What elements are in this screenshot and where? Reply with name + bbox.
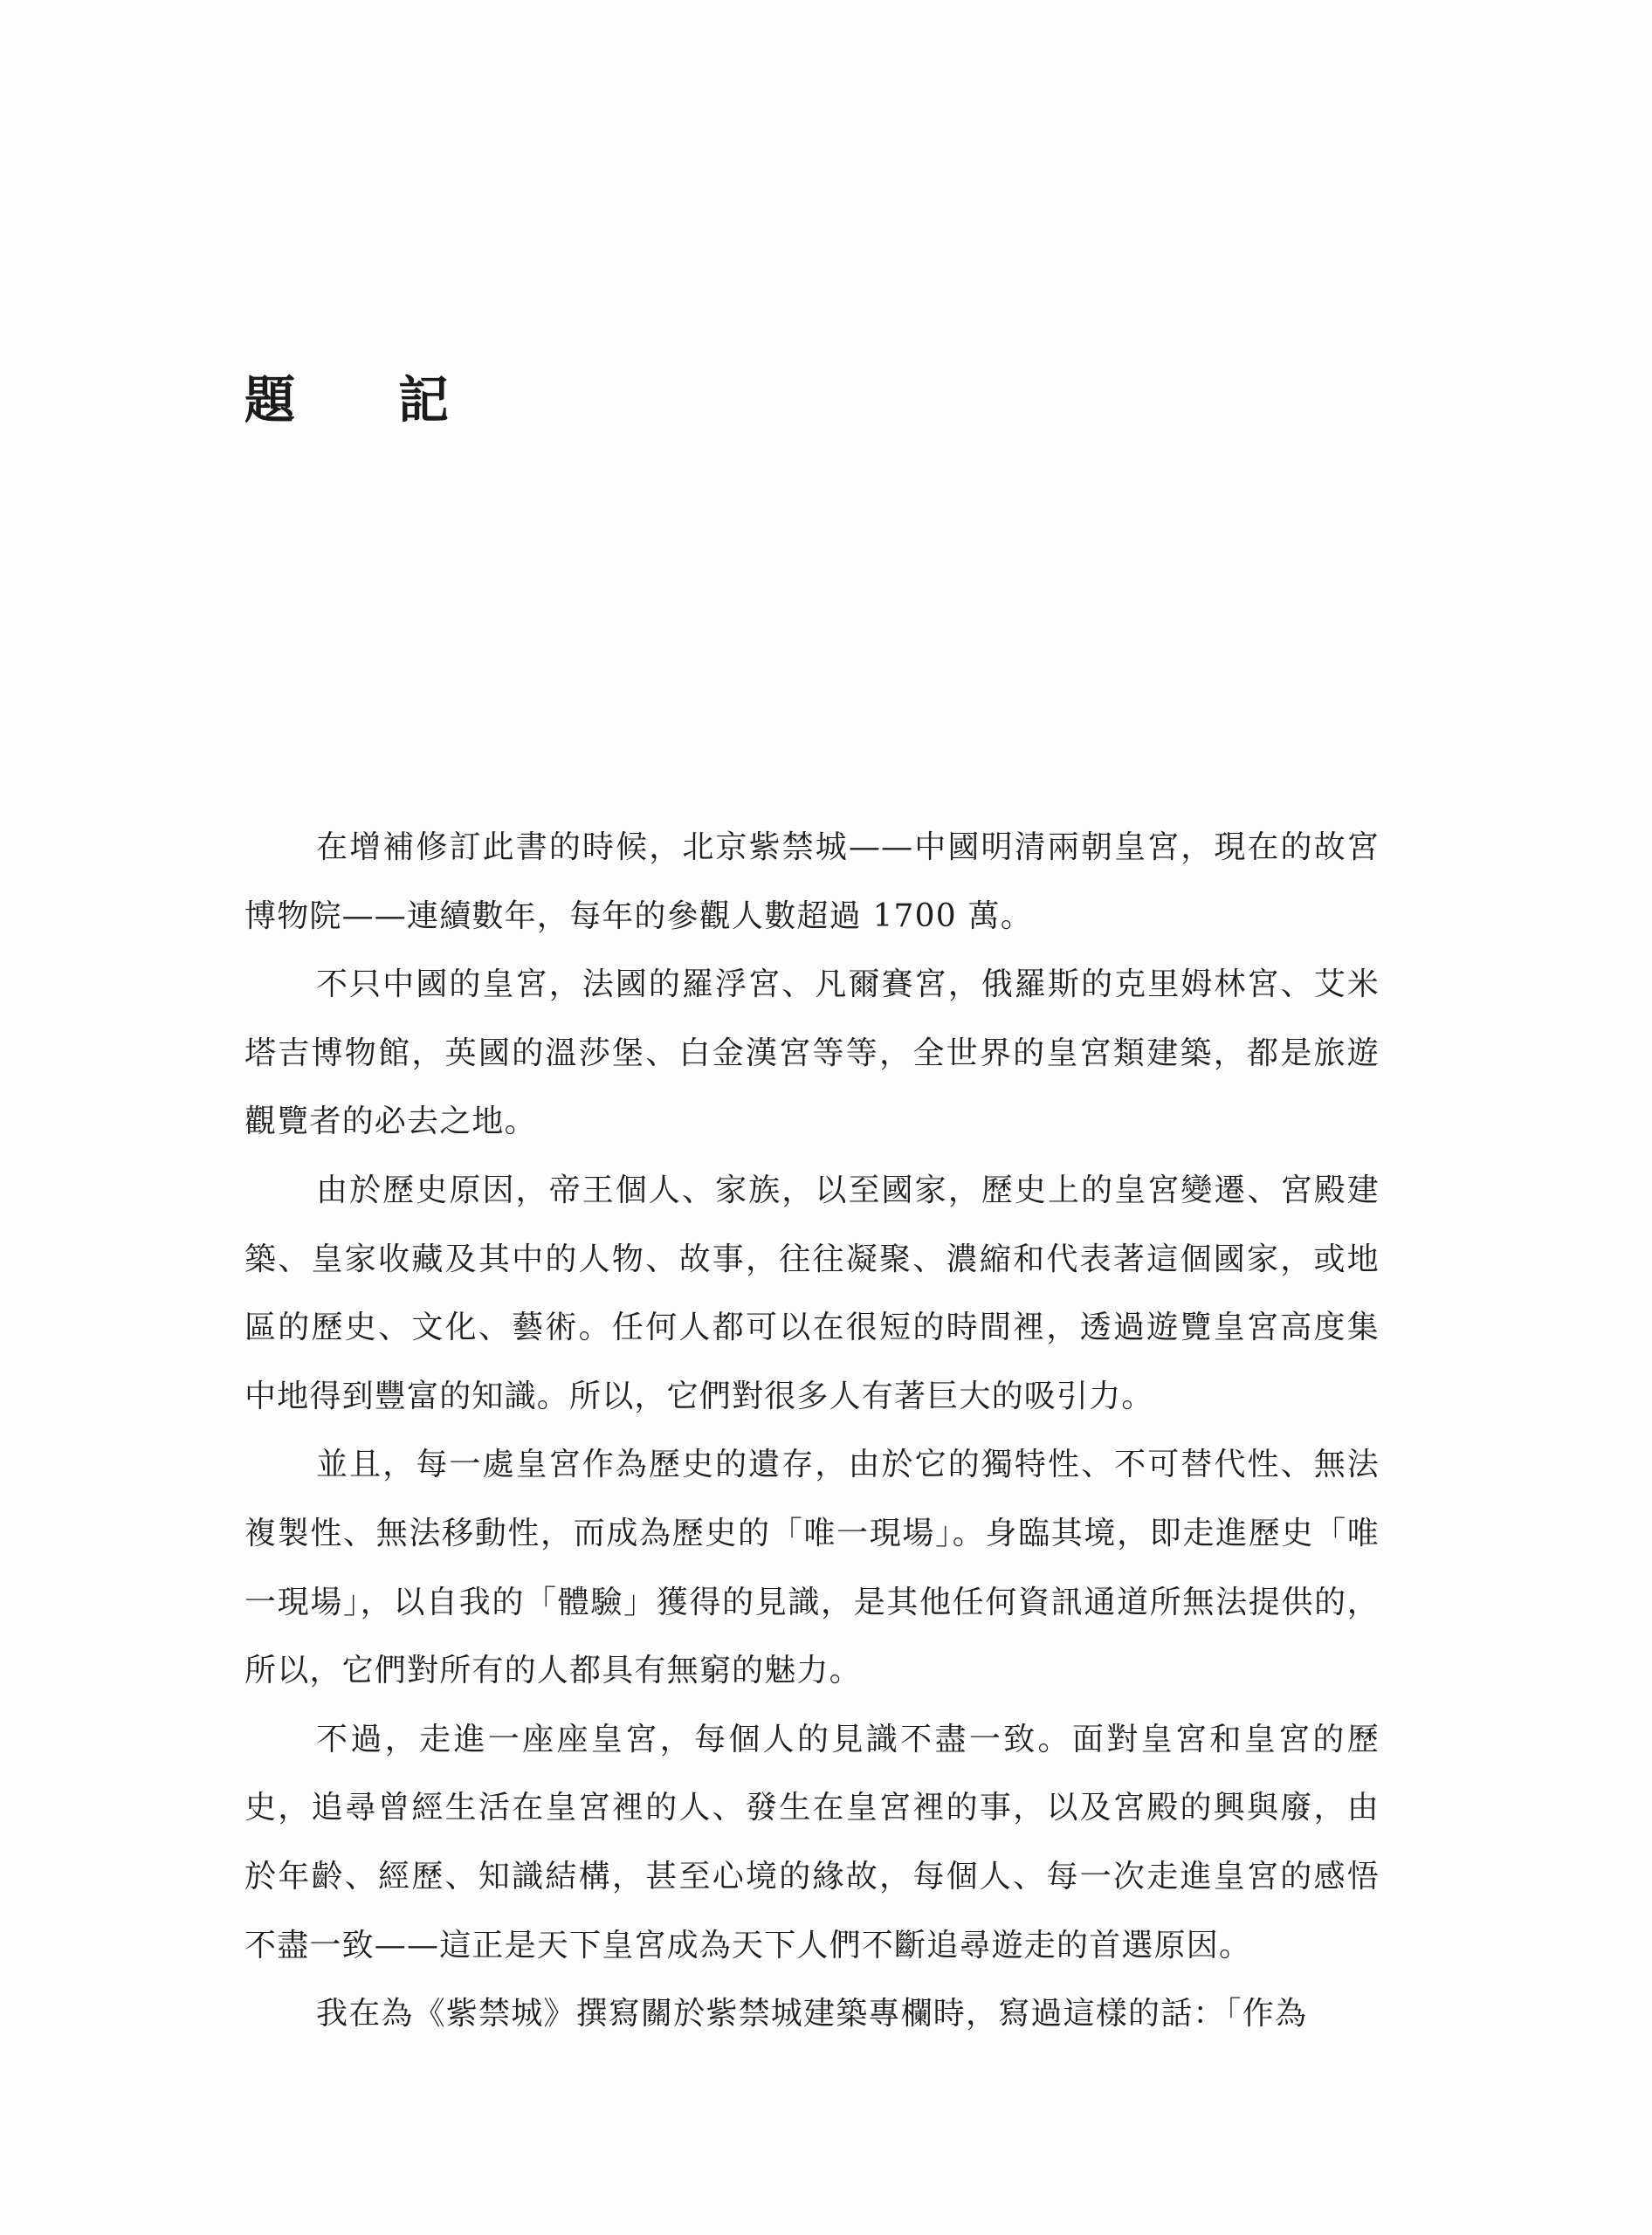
- paragraph: 不只中國的皇宮，法國的羅浮宮、凡爾賽宮，俄羅斯的克里姆林宮、艾米塔吉博物館，英國的溫莎堡、白金漢宮等等，全世界的皇宮類建築，都是旅遊觀覽者的必去之地。: [244, 966, 1380, 1140]
- paragraph: 我在為《紫禁城》撰寫關於紫禁城建築專欄時，寫過這樣的話：「作為: [316, 1996, 1308, 2032]
- chapter-title: 題 記: [244, 370, 476, 430]
- paragraph: 並且，每一處皇宮作為歷史的遺存，由於它的獨特性、不可替代性、無法複製性、無法移動性，而成為歷史的「唯一現場」。身臨其境，即走進歷史「唯一現場」，以自我的「體驗」獲得的見識，是其他任何資訊通道所無法提供的，所以，它們對所有的人都具有無窮的魅力。: [244, 1447, 1380, 1689]
- body-text: [244, 814, 1380, 2049]
- paragraph: 不過，走進一座座皇宮，每個人的見識不盡一致。面對皇宮和皇宮的歷史，追尋曾經生活在皇宮裡的人、發生在皇宮裡的事，以及宮殿的興與廢，由於年齡、經歷、知識結構，甚至心境的緣故，每個人、每一次走進皇宮的感悟不盡一致——這正是天下皇宮成為天下人們不斷追尋遊走的首選原因。: [244, 1721, 1380, 1963]
- paragraph: 在增補修訂此書的時候，北京紫禁城——中國明清兩朝皇宮，現在的故宮博物院——連續數年，每年的參觀人數超過 1700 萬。: [244, 829, 1380, 934]
- paragraph: 由於歷史原因，帝王個人、家族，以至國家，歷史上的皇宮變遷、宮殿建築、皇家收藏及其中的人物、故事，往往凝聚、濃縮和代表著這個國家，或地區的歷史、文化、藝術。任何人都可以在很短的時間裡，透過遊覽皇宮高度集中地得到豐富的知識。所以，它們對很多人有著巨大的吸引力。: [244, 1172, 1380, 1414]
